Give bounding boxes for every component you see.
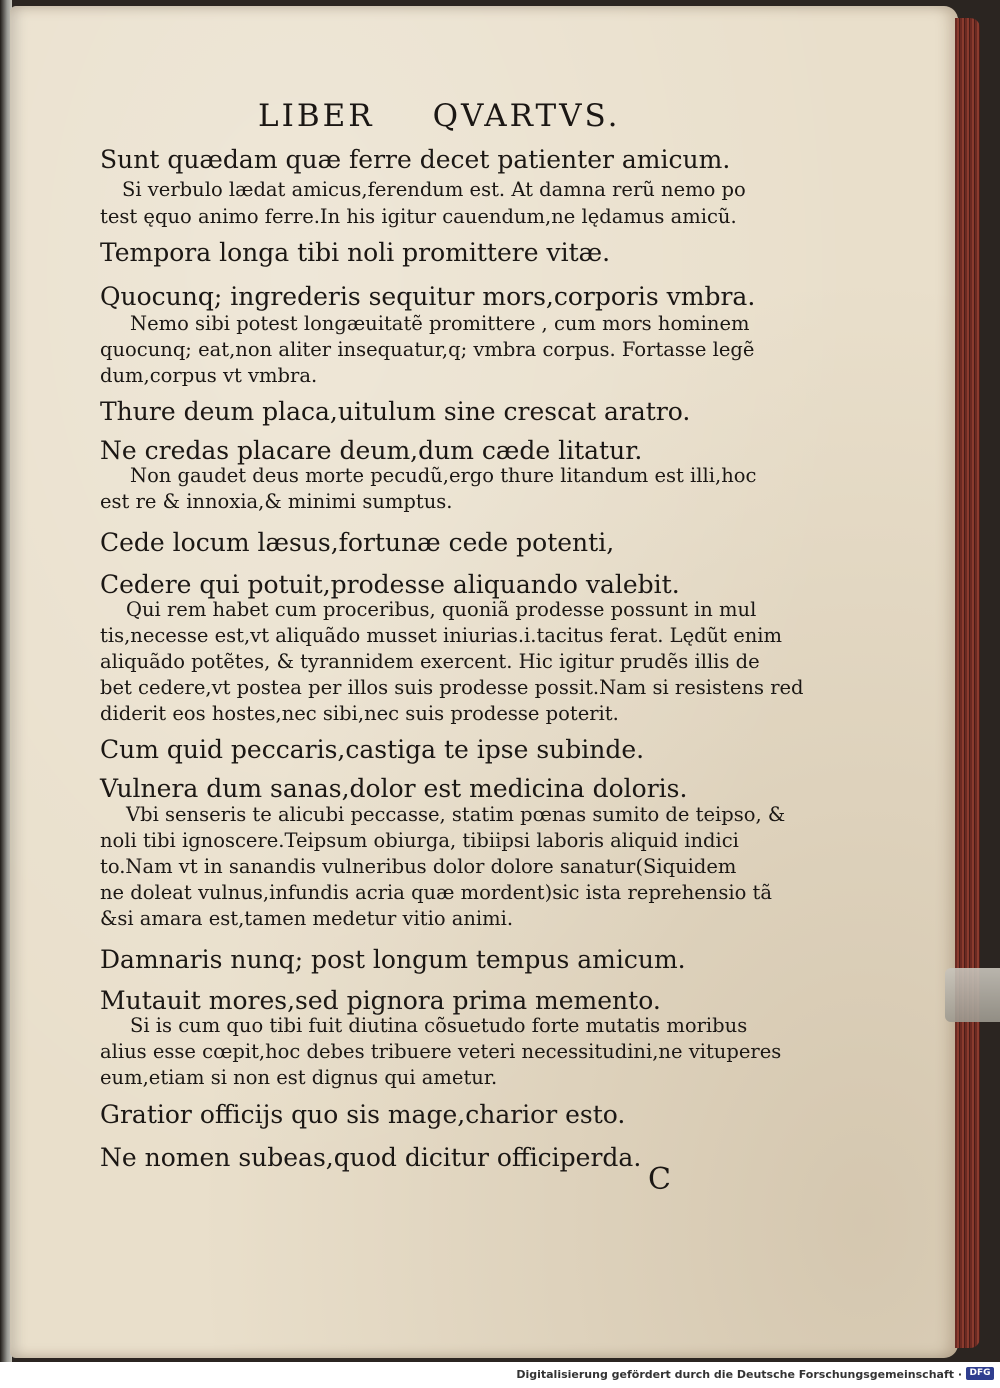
- commentary-line: Si is cum quo tibi fuit diutina cõsuetudo forte mutatis moribus: [130, 1014, 748, 1037]
- commentary-line: Vbi senseris te alicubi peccasse, statim pœnas sumito de teipso, &: [126, 803, 786, 826]
- verse-line: Mutauit mores,sed pignora prima memento.: [100, 986, 661, 1015]
- verse-line: Ne nomen subeas,quod dicitur officiperda.: [100, 1143, 642, 1172]
- commentary-line: bet cedere,vt postea per illos suis prodesse possit.Nam si resistens red: [100, 676, 804, 699]
- verse-line: Thure deum placa,uitulum sine crescat aratro.: [100, 397, 691, 426]
- verse-line: Ne credas placare deum,dum cæde litatur.: [100, 436, 643, 465]
- running-head: [258, 98, 621, 134]
- running-head-word-1: LIBER: [258, 98, 375, 134]
- commentary-line: diderit eos hostes,nec sibi,nec suis prodesse poterit.: [100, 702, 619, 725]
- verse-line: Cedere qui potuit,prodesse aliquando valebit.: [100, 570, 680, 599]
- commentary-line: tis,necesse est,vt aliquãdo musset iniurias.i.tacitus ferat. Lędũt enim: [100, 624, 783, 647]
- commentary-line: eum,etiam si non est dignus qui ametur.: [100, 1066, 498, 1089]
- bookmark-tab: [945, 968, 1000, 1022]
- commentary-line: Nemo sibi potest longæuitatẽ promittere , cum mors hominem: [130, 312, 750, 335]
- verse-line: Gratior officijs quo sis mage,charior esto.: [100, 1100, 626, 1129]
- commentary-line: test ęquo animo ferre.In his igitur cauendum,ne lędamus amicũ.: [100, 205, 737, 228]
- verse-line: Tempora longa tibi noli promittere vitæ.: [100, 238, 611, 267]
- commentary-line: aliquãdo potẽtes, & tyrannidem exercent. Hic igitur prudẽs illis de: [100, 650, 760, 673]
- verse-line: Damnaris nunq; post longum tempus amicum.: [100, 945, 686, 974]
- commentary-line: Si verbulo lædat amicus,ferendum est. At damna rerũ nemo po: [122, 178, 746, 201]
- verse-line: Cum quid peccaris,castiga te ipse subinde.: [100, 735, 645, 764]
- commentary-line: &si amara est,tamen medetur vitio animi.: [100, 907, 514, 930]
- running-head-word-2: QVARTVS.: [432, 98, 621, 134]
- commentary-line: ne doleat vulnus,infundis acria quæ mordent)sic ista reprehensio tã: [100, 881, 772, 904]
- commentary-line: to.Nam vt in sanandis vulneribus dolor dolore sanatur(Siquidem: [100, 855, 737, 878]
- page-block-edge: [955, 18, 980, 1348]
- commentary-line: quocunq; eat,non aliter insequatur,q; vmbra corpus. Fortasse legẽ: [100, 338, 755, 361]
- verse-line: Sunt quædam quæ ferre decet patienter amicum.: [100, 145, 731, 174]
- commentary-line: Non gaudet deus morte pecudũ,ergo thure litandum est illi,hoc: [130, 464, 757, 487]
- footer-credit: Digitalisierung gefördert durch die Deutsche Forschungsgemeinschaft ·: [516, 1368, 962, 1381]
- commentary-line: alius esse cœpit,hoc debes tribuere veteri necessitudini,ne vituperes: [100, 1040, 782, 1063]
- dfg-logo: DFG: [966, 1367, 994, 1380]
- commentary-line: noli tibi ignoscere.Teipsum obiurga, tibiipsi laboris aliquid indici: [100, 829, 739, 852]
- signature-mark: C: [648, 1162, 671, 1197]
- verse-line: Cede locum læsus,fortunæ cede potenti,: [100, 528, 615, 557]
- commentary-line: dum,corpus vt vmbra.: [100, 364, 318, 387]
- commentary-line: Qui rem habet cum proceribus, quoniã prodesse possunt in mul: [126, 598, 757, 621]
- verse-line: Quocunq; ingrederis sequitur mors,corporis vmbra.: [100, 282, 756, 311]
- verse-line: Vulnera dum sanas,dolor est medicina doloris.: [100, 774, 688, 803]
- commentary-line: est re & innoxia,& minimi sumptus.: [100, 490, 453, 513]
